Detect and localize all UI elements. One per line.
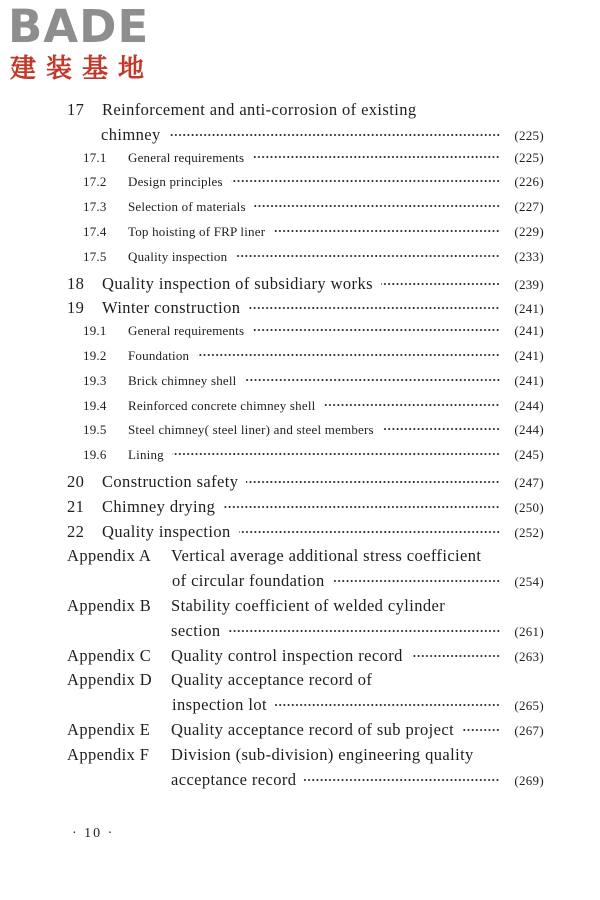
toc-chapter-row (0, 100, 544, 120)
toc-number: 17.5 (83, 248, 107, 264)
toc-title: Reinforced concrete chimney shell (128, 397, 316, 413)
toc-title: General requirements (128, 149, 245, 165)
dot-leader (273, 229, 500, 233)
toc-number: Appendix D (67, 670, 153, 690)
toc-section-row (0, 199, 544, 215)
toc-appendix-row (0, 720, 544, 740)
toc-page-number: (229) (514, 224, 544, 239)
toc-section-row (0, 422, 544, 438)
dot-leader (275, 703, 500, 707)
toc-page-number: (244) (514, 422, 544, 438)
toc-number: Appendix C (67, 645, 152, 665)
toc-title: Reinforcement and anti-corrosion of existing (102, 100, 417, 119)
dot-leader (239, 530, 500, 534)
toc-number: 19.6 (83, 447, 107, 463)
toc-number: 19.1 (83, 323, 107, 339)
toc-appendix-row (0, 646, 544, 666)
toc-page-number: (225) (514, 127, 544, 143)
toc-page-number: (227) (514, 199, 544, 215)
toc-chapter-row (0, 472, 544, 492)
toc-title: Quality inspection (102, 521, 231, 541)
toc-page-number: (244) (514, 397, 544, 413)
toc-appendix-row (0, 670, 544, 690)
logo-brand-text: BADE (8, 0, 150, 53)
toc-title: Quality inspection (128, 248, 228, 264)
dot-leader (462, 728, 500, 732)
toc-appendix-row (0, 745, 544, 765)
toc-page-number: (267) (514, 723, 544, 738)
toc-number: 22 (67, 521, 85, 541)
toc-title: Quality acceptance record of (171, 670, 373, 690)
toc-continuation-row (0, 571, 544, 591)
dot-leader (252, 328, 500, 332)
toc-number: Appendix E (67, 720, 151, 739)
dot-leader (252, 155, 500, 159)
dot-leader (235, 254, 500, 258)
toc-title: Division (sub-division) engineering quality (171, 744, 474, 764)
toc-page-number: (239) (514, 276, 544, 292)
toc-number: 19.2 (83, 348, 107, 363)
toc-title: Stability coefficient of welded cylinder (171, 596, 446, 615)
dot-leader (304, 778, 500, 782)
dot-leader (323, 403, 500, 407)
toc-number: 19 (67, 298, 85, 318)
toc-section-row (0, 249, 544, 265)
toc-title: Foundation (128, 348, 190, 363)
toc-page-number: (245) (514, 447, 544, 463)
dot-leader (223, 505, 500, 509)
toc-page-number: (263) (514, 648, 544, 664)
toc-chapter-row (0, 298, 544, 318)
toc-page-number: (269) (514, 772, 544, 788)
toc-continuation-row (0, 125, 544, 145)
toc-number: Appendix A (67, 546, 152, 566)
toc-page-number: (241) (514, 348, 544, 363)
toc-title: Winter construction (102, 298, 241, 318)
toc-number: 17.1 (83, 149, 107, 165)
toc-chapter-row (0, 274, 544, 294)
dot-leader (381, 282, 500, 286)
toc-title: inspection lot (172, 695, 267, 715)
toc-title: Quality inspection of subsidiary works (102, 273, 373, 293)
toc-section-row (0, 348, 544, 364)
dot-leader (411, 654, 500, 658)
toc-page-number: (241) (514, 301, 544, 317)
toc-page-number: (261) (514, 623, 544, 639)
toc-title: Design principles (128, 174, 223, 190)
toc-number: 17.2 (83, 174, 107, 190)
toc-page-number: (247) (514, 475, 544, 490)
toc-page-number: (233) (514, 248, 544, 264)
toc-title: of circular foundation (172, 571, 325, 591)
toc-chapter-row (0, 497, 544, 517)
dot-leader (246, 480, 500, 484)
logo-subtitle: 建装基地 (10, 54, 155, 84)
toc-page-number: (225) (514, 149, 544, 165)
dot-leader (245, 378, 501, 382)
toc-page-number: (226) (514, 174, 544, 190)
toc-page-number: (241) (514, 372, 544, 388)
toc-page-number: (252) (514, 524, 544, 540)
toc-section-row (0, 323, 544, 339)
toc-number: 19.3 (83, 372, 107, 388)
page-number: · 10 · (72, 826, 115, 841)
toc-title: Quality acceptance record of sub project (171, 720, 455, 739)
toc-number: 19.4 (83, 397, 107, 413)
toc-number: 20 (67, 472, 85, 491)
toc-page-number: (265) (514, 698, 544, 714)
toc-section-row (0, 174, 544, 190)
toc-title: Chimney drying (102, 496, 216, 516)
toc-section-row (0, 398, 544, 414)
toc-title: Quality control inspection record (171, 645, 403, 665)
toc-title: Vertical average additional stress coefficient (171, 546, 482, 566)
toc-title: Brick chimney shell (128, 372, 237, 388)
toc-title: Construction safety (102, 472, 239, 491)
toc-section-row (0, 373, 544, 389)
dot-leader (172, 452, 500, 456)
dot-leader (248, 306, 500, 310)
toc-title: Lining (128, 447, 164, 463)
toc-title: section (171, 620, 221, 640)
toc-title: Selection of materials (128, 199, 246, 215)
toc-page-number: (254) (514, 574, 544, 590)
dot-leader (333, 579, 500, 583)
dot-leader (382, 427, 500, 431)
toc-number: Appendix F (67, 744, 150, 764)
toc-section-row (0, 447, 544, 463)
toc-appendix-row (0, 596, 544, 616)
toc-title: acceptance record (171, 769, 297, 789)
toc-number: 17.3 (83, 199, 107, 215)
toc-chapter-row (0, 522, 544, 542)
toc-number: 19.5 (83, 422, 107, 438)
toc-title: Top hoisting of FRP liner (128, 224, 266, 239)
toc-number: 17.4 (83, 224, 107, 239)
toc-section-row (0, 150, 544, 166)
toc-title: chimney (101, 124, 161, 144)
toc-page-number: (241) (514, 323, 544, 339)
toc-section-row (0, 224, 544, 240)
toc-number: 17 (67, 100, 85, 119)
dot-leader (229, 629, 500, 633)
dot-leader (197, 353, 500, 357)
toc-title: Steel chimney( steel liner) and steel members (128, 422, 374, 438)
toc-title: General requirements (128, 323, 245, 339)
toc-number: 18 (67, 273, 85, 293)
toc-number: Appendix B (67, 596, 152, 615)
dot-leader (254, 204, 500, 208)
toc-continuation-row (0, 770, 544, 790)
toc-page-number: (250) (514, 499, 544, 515)
toc-continuation-row (0, 695, 544, 715)
toc-continuation-row (0, 621, 544, 641)
dot-leader (231, 179, 500, 183)
dot-leader (169, 133, 500, 137)
toc-appendix-row (0, 546, 544, 566)
toc-number: 21 (67, 496, 85, 516)
